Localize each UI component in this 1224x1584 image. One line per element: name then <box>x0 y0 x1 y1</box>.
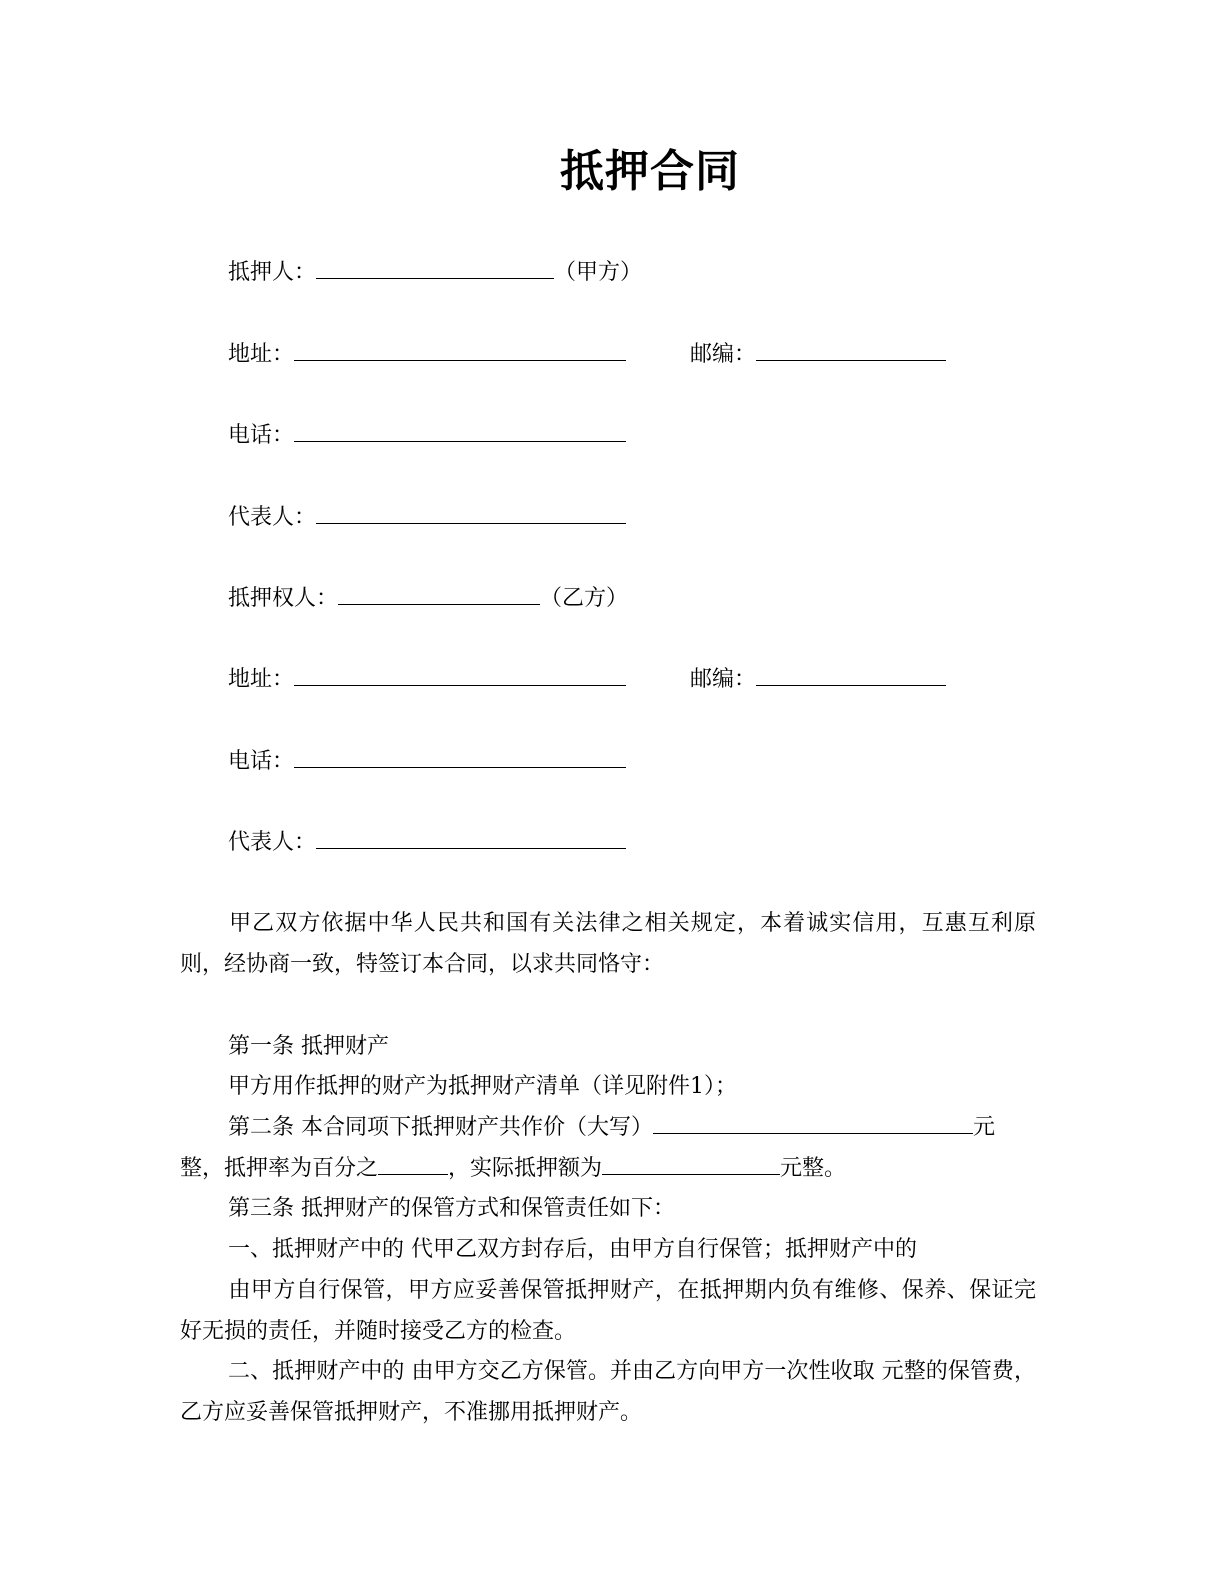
mortgagor-label: 抵押人： <box>228 260 317 285</box>
mortgagor-suffix: （甲方） <box>554 260 643 285</box>
party-b-phone-row <box>228 747 626 777</box>
article2-text-2: 元 <box>973 1115 996 1140</box>
article3-item2-body: 二、抵押财产中的 由甲方交乙方保管。并由乙方向甲方一次性收取 元整的保管费，乙方应妥善保管抵押财产，不准挪用抵押财产。 <box>180 1359 1036 1425</box>
article2-rate-blank <box>378 1154 448 1175</box>
party-b-postcode-label: 邮编： <box>690 667 757 692</box>
article1-heading: 第一条 抵押财产 <box>228 1034 389 1059</box>
party-a-postcode-blank <box>756 340 946 361</box>
party-a-rep-row <box>228 503 626 533</box>
article1-body: 甲方用作抵押的财产为抵押财产清单（详见附件1）； <box>228 1074 737 1099</box>
party-a-phone-blank <box>294 421 626 442</box>
preamble-text: 甲乙双方依据中华人民共和国有关法律之相关规定，本着诚实信用，互惠互利原则，经协商一致，特签订本合同，以求共同恪守： <box>180 911 1036 977</box>
party-a-address-blank <box>294 340 626 361</box>
article3-heading: 第三条 抵押财产的保管方式和保管责任如下： <box>228 1196 675 1221</box>
party-b-rep-label: 代表人： <box>228 830 317 855</box>
party-a-address-label: 地址： <box>228 342 295 367</box>
article2-amount-blank <box>602 1154 780 1175</box>
article2-value-blank <box>653 1113 973 1134</box>
party-b-address-row <box>228 665 626 695</box>
party-a-phone-label: 电话： <box>228 423 295 448</box>
article2-text-3: 整，抵押率为百分之 <box>180 1156 379 1181</box>
mortgagee-suffix: （乙方） <box>540 586 629 611</box>
article2-line2 <box>180 1154 846 1184</box>
page-title: 抵押合同 <box>560 146 740 197</box>
mortgagee-label: 抵押权人： <box>228 586 339 611</box>
preamble-paragraph <box>180 903 1036 985</box>
mortgagor-blank <box>316 258 554 279</box>
party-a-phone-row <box>228 421 626 451</box>
party-b-address-label: 地址： <box>228 667 295 692</box>
article2-text-4: ，实际抵押额为 <box>448 1156 603 1181</box>
mortgagee-blank <box>338 584 540 605</box>
party-b-address-blank <box>294 665 626 686</box>
party-a-rep-label: 代表人： <box>228 505 317 530</box>
party-b-rep-blank <box>316 828 626 849</box>
party-a-address-row <box>228 340 626 370</box>
article3-item1-paragraph <box>180 1270 1036 1352</box>
article3-item1-body: 由甲方自行保管，甲方应妥善保管抵押财产，在抵押期内负有维修、保养、保证完好无损的责任，并随时接受乙方的检查。 <box>180 1278 1036 1344</box>
mortgagee-row <box>228 584 628 614</box>
party-a-postcode-label: 邮编： <box>690 342 757 367</box>
party-b-phone-blank <box>294 747 626 768</box>
party-b-rep-row <box>228 828 626 858</box>
article2-text-5: 元整。 <box>780 1156 847 1181</box>
article2-line1 <box>228 1113 995 1143</box>
party-b-postcode-blank <box>756 665 946 686</box>
article3-item1-line1: 一、抵押财产中的 代甲乙双方封存后，由甲方自行保管；抵押财产中的 <box>228 1237 917 1262</box>
party-a-postcode-row <box>690 340 946 370</box>
party-b-postcode-row <box>690 665 946 695</box>
article2-text-1: 第二条 本合同项下抵押财产共作价（大写） <box>228 1115 653 1140</box>
party-b-phone-label: 电话： <box>228 749 295 774</box>
party-a-rep-blank <box>316 503 626 524</box>
article3-item2-paragraph <box>180 1351 1036 1433</box>
mortgagor-row <box>228 258 642 288</box>
